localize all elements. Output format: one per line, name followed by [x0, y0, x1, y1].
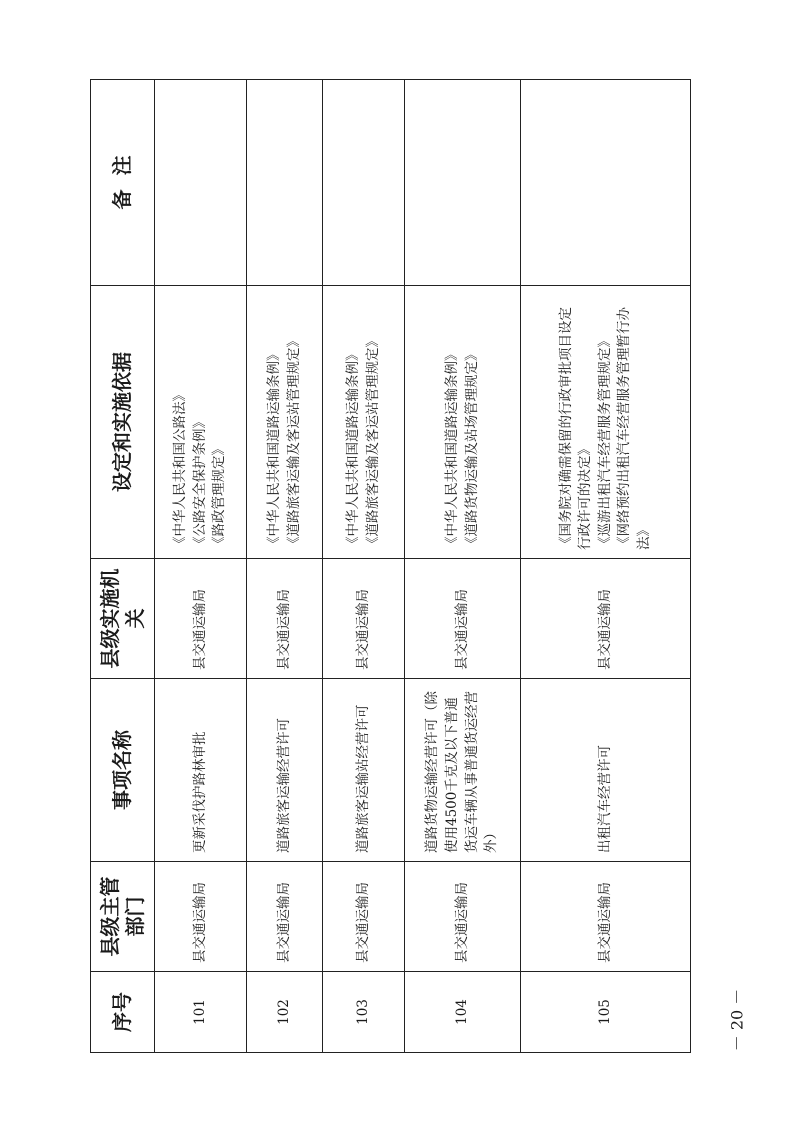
header-item: 事项名称: [91, 679, 155, 862]
basis-line: 《道路旅客运输及客运站管理规定》: [364, 334, 381, 550]
cell-dept: 县交通运输局: [247, 862, 323, 972]
header-org: 县级实施机关: [91, 559, 155, 679]
basis-line: 《网络预约出租汽车经营服务管理暂行办法》: [616, 307, 652, 550]
cell-basis: [155, 286, 247, 559]
cell-remark: [323, 80, 405, 286]
cell-dept: 县交通运输局: [405, 862, 521, 972]
admin-permission-table: [90, 79, 691, 1053]
basis-line: 《路政管理规定》: [211, 442, 228, 550]
basis-line: 《中华人民共和国道路运输条例》: [344, 347, 361, 550]
table-row: [521, 80, 691, 1053]
cell-remark: [155, 80, 247, 286]
cell-org: 县交通运输局: [405, 559, 521, 679]
cell-dept: 县交通运输局: [323, 862, 405, 972]
cell-seq: 102: [247, 972, 323, 1053]
basis-line: 《国务院对确需保留的行政审批项目设定行政许可的决定》: [557, 307, 594, 550]
cell-org: 县交通运输局: [521, 559, 691, 679]
basis-line: 《中华人民共和国道路运输条例》: [443, 347, 460, 550]
header-remark: 备 注: [91, 80, 155, 286]
cell-basis: [405, 286, 521, 559]
cell-remark: [405, 80, 521, 286]
header-row: [91, 80, 155, 1053]
rotated-page: [90, 80, 690, 1053]
cell-item: 出租汽车经营许可: [521, 679, 691, 862]
basis-line: 《道路货物运输及站场管理规定》: [463, 347, 480, 550]
cell-org: 县交通运输局: [155, 559, 247, 679]
cell-seq: 103: [323, 972, 405, 1053]
cell-remark: [247, 80, 323, 286]
header-seq: 序号: [91, 972, 155, 1053]
page-number: [706, 990, 766, 1050]
table-row: [405, 80, 521, 1053]
basis-line: 《道路旅客运输及客运站管理规定》: [285, 334, 302, 550]
cell-basis: [521, 286, 691, 559]
cell-item: 道路旅客运输站经营许可: [323, 679, 405, 862]
cell-basis: [323, 286, 405, 559]
basis-line: 《中华人民共和国道路运输条例》: [265, 347, 282, 550]
cell-seq: 101: [155, 972, 247, 1053]
table-row: [247, 80, 323, 1053]
basis-line: 《公路安全保护条例》: [191, 415, 208, 550]
cell-seq: 104: [405, 972, 521, 1053]
basis-line: 《中华人民共和国公路法》: [172, 388, 189, 550]
cell-item: 更新采伐护路林审批: [155, 679, 247, 862]
cell-org: 县交通运输局: [247, 559, 323, 679]
page-number-text: － 20 －: [727, 988, 747, 1052]
table-row: [323, 80, 405, 1053]
cell-item: 道路货物运输经营许可（除使用4500千克及以下普通货运车辆从事普通货运经营外）: [405, 679, 521, 862]
table-row: [155, 80, 247, 1053]
header-basis: 设定和实施依据: [91, 286, 155, 559]
cell-basis: [247, 286, 323, 559]
cell-org: 县交通运输局: [323, 559, 405, 679]
header-dept: 县级主管部门: [91, 862, 155, 972]
cell-item: 道路旅客运输经营许可: [247, 679, 323, 862]
cell-remark: [521, 80, 691, 286]
basis-line: 《巡游出租汽车经营服务管理规定》: [596, 334, 613, 550]
cell-dept: 县交通运输局: [155, 862, 247, 972]
cell-dept: 县交通运输局: [521, 862, 691, 972]
cell-seq: 105: [521, 972, 691, 1053]
